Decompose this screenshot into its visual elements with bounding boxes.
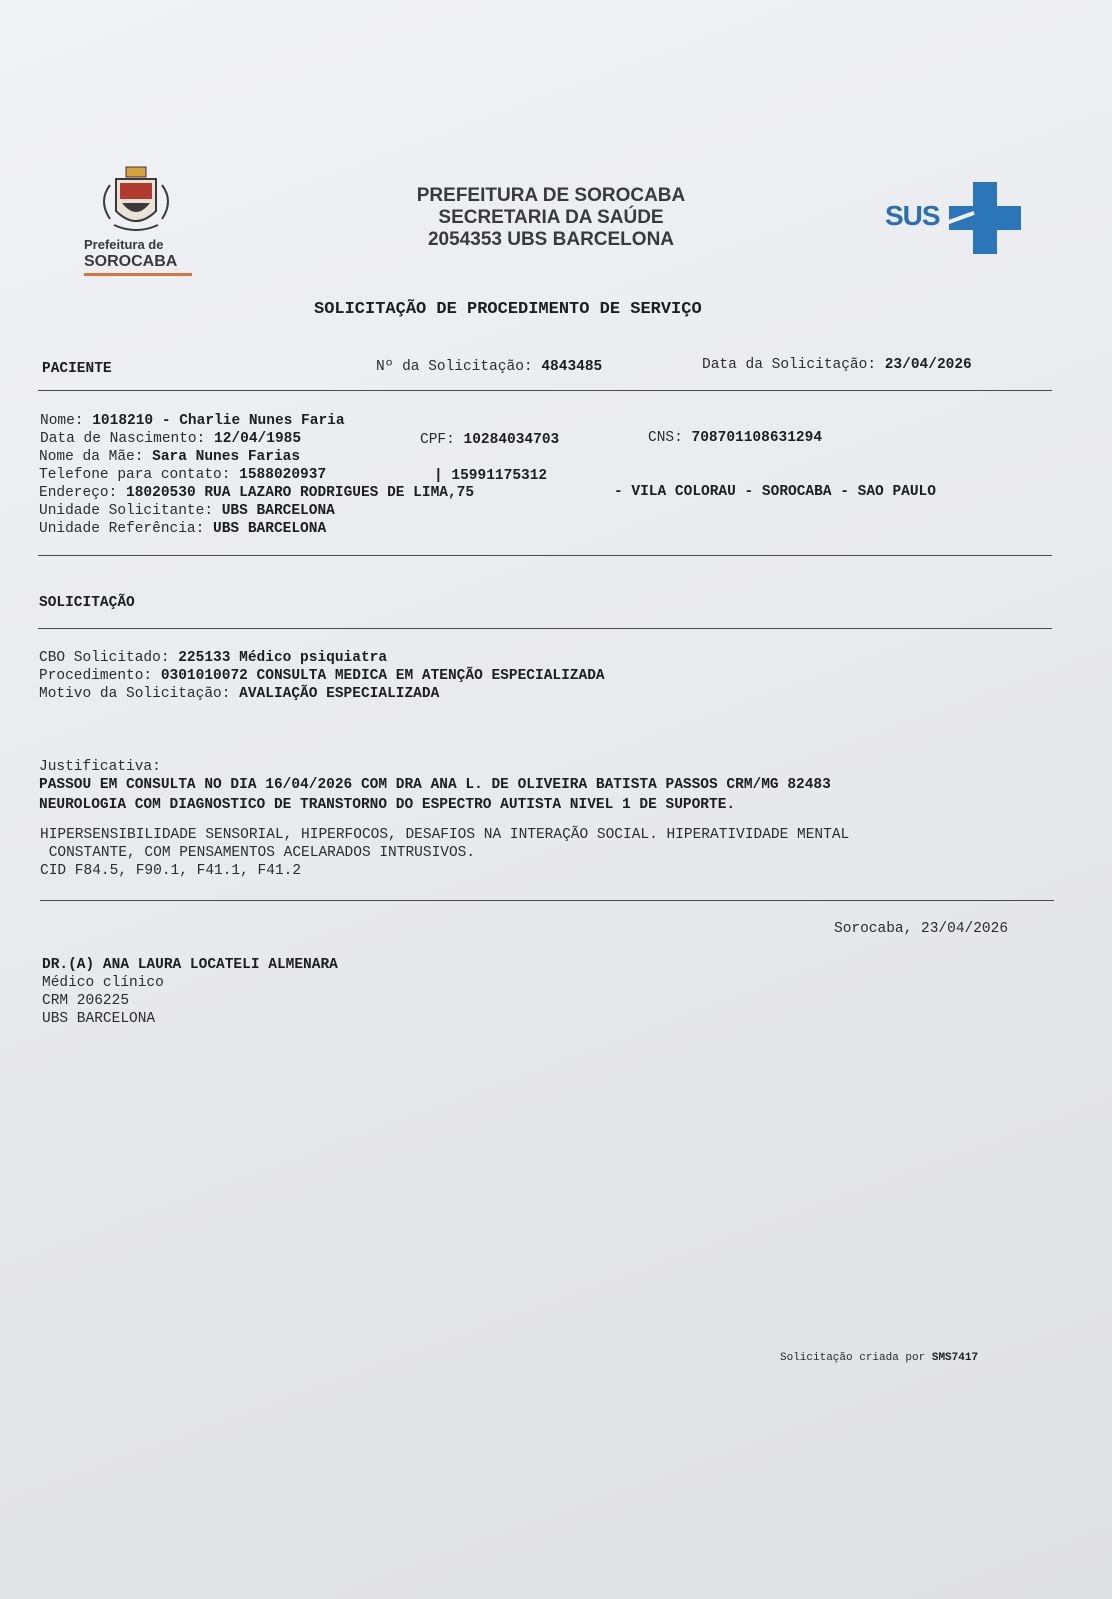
- patient-cns: CNS: 708701108631294: [648, 430, 823, 446]
- doctor-crm: CRM 206225: [42, 993, 130, 1009]
- justification-line-4: CONSTANTE, COM PENSAMENTOS ACELARADOS INTRUSIVOS.: [40, 845, 476, 861]
- logo-text-prefeitura: Prefeitura de: [84, 237, 164, 252]
- cbo-requested: CBO Solicitado: 225133 Médico psiquiatra: [39, 650, 388, 666]
- patient-address: Endereço: 18020530 RUA LAZARO RODRIGUES DE LIMA,75: [39, 485, 475, 501]
- unit-reference: Unidade Referência: UBS BARCELONA: [39, 521, 327, 537]
- patient-cpf: CPF: 10284034703: [420, 432, 560, 448]
- doctor-role: Médico clínico: [42, 975, 164, 991]
- patient-name: Nome: 1018210 - Charlie Nunes Faria: [40, 413, 345, 429]
- header-unidade: 2054353 UBS BARCELONA: [427, 229, 675, 250]
- doctor-name: DR.(A) ANA LAURA LOCATELI ALMENARA: [42, 957, 338, 973]
- cid-codes: CID F84.5, F90.1, F41.1, F41.2: [40, 863, 302, 879]
- justification-label: Justificativa:: [39, 759, 161, 775]
- section-label-solicitacao: SOLICITAÇÃO: [39, 595, 135, 611]
- coat-of-arms-icon: [80, 165, 200, 237]
- logo-text-sorocaba: SOROCABA: [84, 253, 178, 270]
- logo-underline: [84, 273, 192, 276]
- sus-logo: [885, 182, 1025, 254]
- request-date: Data da Solicitação: 23/04/2026: [702, 357, 972, 373]
- justification-line-1: PASSOU EM CONSULTA NO DIA 16/04/2026 COM DRA ANA L. DE OLIVEIRA BATISTA PASSOS CRM/MG 82483: [39, 777, 831, 793]
- header-secretaria: SECRETARIA DA SAÚDE: [438, 207, 664, 228]
- header-prefeitura: PREFEITURA DE SOROCABA: [416, 185, 686, 206]
- justification-line-2: NEUROLOGIA COM DIAGNOSTICO DE TRANSTORNO DO ESPECTRO AUTISTA NIVEL 1 DE SUPORTE.: [39, 797, 736, 813]
- doctor-unit: UBS BARCELONA: [42, 1011, 156, 1027]
- divider: [38, 628, 1052, 629]
- patient-birth: Data de Nascimento: 12/04/1985: [40, 431, 302, 447]
- created-by: Solicitação criada por SMS7417: [780, 1352, 979, 1364]
- request-number: Nº da Solicitação: 4843485: [376, 359, 603, 375]
- divider: [40, 900, 1054, 901]
- divider: [38, 555, 1052, 556]
- place-date: Sorocaba, 23/04/2026: [834, 921, 1009, 937]
- sus-logo-text: SUS: [885, 200, 940, 231]
- section-label-paciente: PACIENTE: [42, 361, 112, 377]
- document-title: SOLICITAÇÃO DE PROCEDIMENTO DE SERVIÇO: [314, 300, 702, 319]
- patient-mother: Nome da Mãe: Sara Nunes Farias: [39, 449, 301, 465]
- patient-phone-2: | 15991175312: [434, 468, 548, 484]
- divider: [38, 390, 1052, 391]
- patient-phone: Telefone para contato: 1588020937: [39, 467, 327, 483]
- justification-line-3: HIPERSENSIBILIDADE SENSORIAL, HIPERFOCOS, DESAFIOS NA INTERAÇÃO SOCIAL. HIPERATIVIDADE MENTAL: [40, 827, 850, 843]
- unit-requesting: Unidade Solicitante: UBS BARCELONA: [39, 503, 335, 519]
- request-reason: Motivo da Solicitação: AVALIAÇÃO ESPECIALIZADA: [39, 686, 440, 702]
- prefeitura-logo: [80, 165, 200, 280]
- patient-address-city: - VILA COLORAU - SOROCABA - SAO PAULO: [614, 484, 936, 500]
- procedure: Procedimento: 0301010072 CONSULTA MEDICA EM ATENÇÃO ESPECIALIZADA: [39, 668, 605, 684]
